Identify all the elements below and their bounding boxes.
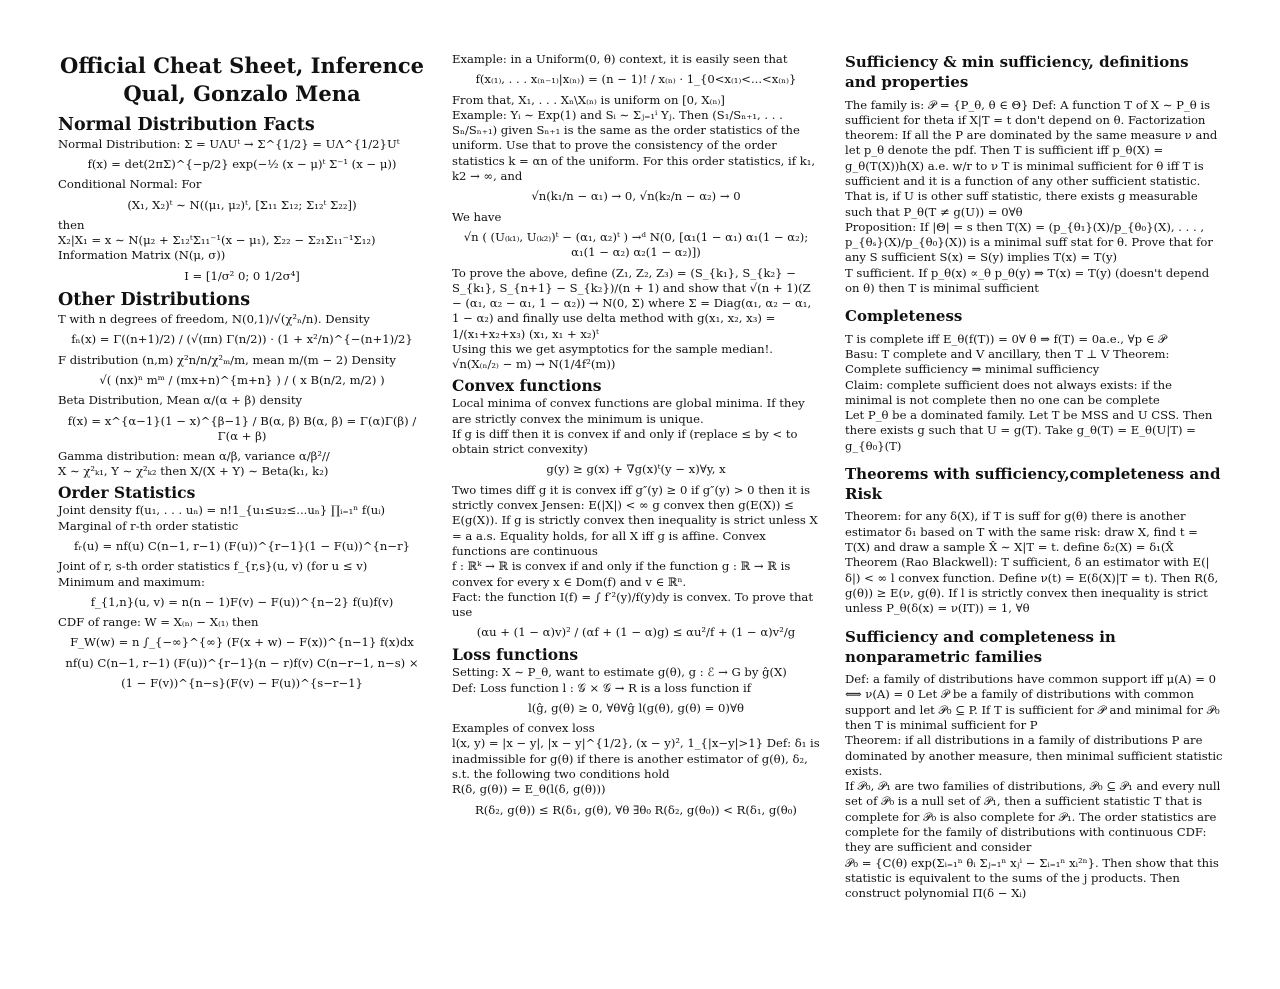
- other-line-4: Gamma distribution: mean α/β, variance α/β²//: [58, 449, 330, 464]
- convex-line-1: Local minima of convex functions are global minima. If they are strictly convex the minimum is unique.: [452, 396, 805, 426]
- heading-nonparametric: Sufficiency and completeness in nonparametric families: [845, 627, 1116, 666]
- heading-loss-functions: Loss functions: [452, 644, 579, 664]
- joint-order-equation-1: nf(u) C(n−1, r−1) (F(u))^{r−1}(n − r)f(v) C(n−r−1, n−s) ×: [65, 655, 419, 670]
- completeness-line-1: T is complete iff E_θ(f(T)) = 0∀ θ ⇒ f(T) = 0a.e., ∀p ∈ 𝒫: [845, 331, 1167, 346]
- marginal-order-equation: fᵣ(u) = nf(u) C(n−1, r−1) (F(u))^{r−1}(1 − F(u))^{n−r}: [74, 538, 410, 553]
- heading-other-distributions: Other Distributions: [58, 290, 251, 311]
- uniform-line-4: We have: [452, 209, 502, 224]
- other-line-2: F distribution (n,m) χ²n/n/χ²ₘ/m, mean m/(m − 2) Density: [58, 352, 396, 367]
- sufficiency-line-3: T sufficient. If p_θ(x) ∝_θ p_θ(y) ⇒ T(x) = T(y) (doesn't depend on θ) then T is minimal sufficient: [845, 265, 1210, 296]
- convexity-equation: g(y) ≥ g(x) + ∇g(x)ᵗ(y − x)∀y, x: [546, 462, 726, 477]
- normal-line-5: Information Matrix (N(μ, σ)): [58, 248, 226, 263]
- min-max-equation: f_{1,n}(u, v) = n(n − 1)F(v) − F(u))^{n−2} f(u)f(v): [90, 594, 394, 609]
- heading-sufficiency: Sufficiency & min sufficiency, definitions and properties: [845, 53, 1189, 92]
- fisher-convex-equation: (αu + (1 − α)v)² / (αf + (1 − α)g) ≤ αu²/f + (1 − α)v²/g: [476, 625, 796, 640]
- completeness-line-2: Basu: T complete and V ancillary, then T ⊥ V Theorem: Complete sufficiency ⇒ minimal sufficiency: [845, 346, 1170, 377]
- nonparametric-line-3: If 𝒫₀, 𝒫₁ are two families of distributions, 𝒫₀ ⊆ 𝒫₁ and every null set of 𝒫₀ is a null set of 𝒫₁, then a sufficient statistic T that is complete for 𝒫₀ is also complete for 𝒫₁. The order statistics are complete for the family of distributions with continuous CDF: they are sufficient and consider: [845, 779, 1221, 855]
- other-line-1: T with n degrees of freedom, N(0,1)/√(χ²ₙ/n). Density: [58, 312, 370, 327]
- column-3: [845, 52, 1223, 902]
- convex-line-4: f : ℝᵏ → ℝ is convex if and only if the function g : ℝ → ℝ is convex for every x ∈ Dom(f) and v ∈ ℝⁿ.: [452, 559, 791, 589]
- uniform-line-6: Using this we get asymptotics for the sample median!.: [452, 342, 773, 357]
- uniform-line-3: Example: Yᵢ ∼ Exp(1) and Sᵢ ∼ Σⱼ₌₁ⁱ Yⱼ. Then (S₁/Sₙ₊₁, . . . Sₙ/Sₙ₊₁) given Sₙ₊₁ is the same as the order statistics of the uniform. Use that to prove the consistency of the order statistics k = αn of the uniform. For this order statistics, if k₁, k2 → ∞, and: [452, 107, 816, 184]
- column-2: [452, 52, 820, 823]
- other-line-3: Beta Distribution, Mean α/(α + β) density: [58, 393, 303, 408]
- page-title: Official Cheat Sheet, Inference Qual, Gonzalo Mena: [60, 53, 424, 107]
- range-cdf-equation: F_W(w) = n ∫_{−∞}^{∞} (F(x + w) − F(x))^{n−1} f(x)dx: [70, 635, 414, 650]
- heading-convex-functions: Convex functions: [452, 375, 602, 395]
- f-density-equation: √( (nx)ⁿ mᵐ / (mx+n)^{m+n} ) / ( x B(n/2, m/2) ): [99, 372, 385, 387]
- order-line-1: Joint density f(u₁, . . . uₙ) = n!1_{u₁≤u₂≤...uₙ} ∏ᵢ₌₁ⁿ f(uᵢ): [58, 503, 386, 518]
- order-line-5: CDF of range: W = X₍ₙ₎ − X₍₁₎ then: [58, 615, 259, 630]
- loss-line-3: Examples of convex loss: [452, 721, 595, 736]
- convex-line-5: Fact: the function I(f) = ∫ f′²(y)/f(y)dy is convex. To prove that use: [452, 589, 813, 620]
- convex-line-2: If g is diff then it is convex if and only if (replace ≤ by < to obtain strict convexity): [452, 426, 798, 457]
- loss-line-2: Def: Loss function l : 𝒢 × 𝒢 → R is a loss function if: [452, 680, 752, 695]
- asymptotic-normal-equation: √n ( (U₍ₖ₁₎, U₍ₖ₂₎)ᵗ − (α₁, α₂)ᵗ ) →ᵈ N(0, [α₁(1 − α₁) α₁(1 − α₂); α₁(1 − α₂) α₂(1 − α₂)]): [463, 229, 809, 260]
- sufficiency-line-2: Proposition: If |Θ| = s then T(X) = (p_{θ₁}(X)/p_{θ₀}(X), . . . , p_{θₛ}(X)/p_{θ₀}(X)) is a minimal suff stat for θ. Prove that for any S sufficient S(x) = S(y) implies T(x) = T(y): [845, 219, 1213, 265]
- heading-completeness: Completeness: [845, 307, 963, 326]
- loss-line-1: Setting: X ∼ P_θ, want to estimate g(θ), g : ℰ → G by ĝ(X): [452, 665, 787, 680]
- completeness-line-3: Claim: complete sufficient does not always exists: if the minimal is not complete then no one can be complete: [845, 377, 1172, 407]
- order-rate-equation: √n(k₁/n − α₁) → 0, √n(k₂/n − α₂) → 0: [531, 189, 741, 204]
- information-matrix-equation: I = [1/σ² 0; 0 1/2σ⁴]: [184, 268, 300, 283]
- uniform-line-1: Example: in a Uniform(0, θ) context, it is easily seen that: [452, 52, 788, 66]
- nonparametric-line-1: Def: a family of distributions have common support iff μ(A) = 0 ⟺ ν(A) = 0 Let 𝒫 be a family of distributions with common support and let 𝒫₀ ⊆ P. If T is sufficient for 𝒫 and minimal for 𝒫₀ then T is minimal sufficient for P: [845, 672, 1220, 732]
- heading-risk-theorems: Theorems with sufficiency,completeness and Risk: [845, 464, 1221, 504]
- order-line-3: Joint of r, s-th order statistics f_{r,s}(u, v) (for u ≤ v): [58, 559, 368, 574]
- order-line-2: Marginal of r-th order statistic: [58, 518, 239, 533]
- sufficiency-line-1: The family is: 𝒫 = {P_θ, θ ∈ Θ} Def: A function T of X ∼ P_θ is sufficient for theta if X|T = t don't depend on θ. Factorization theorem: If all the P are dominated by the same measure ν and let p_θ denote the pdf. Then T is sufficient iff p_θ(X) = g_θ(T(X))h(X) a.e. w/r to ν T is minimal sufficient for θ iff T is sufficient and it is a function of any other sufficient statistic. That is, if U is other suff statistic, there exists g measurable such that P_θ(T ≠ g(U)) = 0∀θ: [845, 97, 1218, 219]
- joint-order-equation-2: (1 − F(v))^{n−s}(F(v) − F(u))^{s−r−1}: [121, 676, 363, 690]
- normal-density-equation: f(x) = det(2πΣ)^{−p/2} exp(−½ (x − μ)ᵗ Σ⁻¹ (x − μ)): [87, 156, 397, 171]
- nonparametric-line-2: Theorem: if all distributions in a family of distributions P are dominated by another measure, then minimal sufficient statistic exists.: [845, 733, 1223, 778]
- heading-normal-distribution: Normal Distribution Facts: [58, 114, 315, 135]
- nonparametric-line-4: 𝒫₀ = {C(θ) exp(Σᵢ₌₁ⁿ θᵢ Σⱼ₌₁ⁿ xⱼⁱ − Σᵢ₌₁ⁿ xᵢ²ⁿ}. Then show that this statistic is equivalent to the sums of the j products. Then construct polynomial Π(δ − Xᵢ): [845, 855, 1219, 901]
- uniform-conditional-equation: f(x₍₁₎, . . . x₍ₙ₋₁₎|x₍ₙ₎) = (n − 1)! / x₍ₙ₎ · 1_{0<x₍₁₎<...<x₍ₙ₎}: [475, 72, 797, 87]
- loss-line-5: R(δ, g(θ)) = E_θ(l(δ, g(θ))): [452, 782, 606, 797]
- normal-line-1: Normal Distribution: Σ = UΛUᵗ → Σ^{1/2} = UΛ^{1/2}Uᵗ: [58, 136, 400, 151]
- normal-line-2: Conditional Normal: For: [58, 177, 202, 192]
- risk-line-2: Theorem (Rao Blackwell): T sufficient, δ an estimator with E(|δ|) < ∞ l convex function. Define ν(t) = E(δ(X)|T = t). Then R(δ, g(θ)) ≥ E(ν, g(θ). If l is strictly convex then inequality is strict unless P_θ(δ(x) = ν(IT)) = 1, ∀θ: [845, 555, 1219, 616]
- order-line-4: Minimum and maximum:: [58, 574, 205, 589]
- t-density-equation: fₙ(x) = Γ((n+1)/2) / (√(πn) Γ(n/2)) · (1 + x²/n)^{−(n+1)/2}: [71, 332, 413, 347]
- convex-line-3: Two times diff g it is convex iff g″(y) ≥ 0 if g″(y) > 0 then it is strictly convex Jensen: E(|X|) < ∞ g convex then g(E(X)) ≤ E(g(X)). If g is strictly convex then inequality is strict unless X = a a.s. Equality holds, for all X iff g is affine. Convex functions are continuous: [452, 482, 818, 558]
- other-line-5: X ∼ χ²ₖ₁, Y ∼ χ²ₖ₂ then X/(X + Y) ∼ Beta(k₁, k₂): [58, 464, 329, 479]
- loss-definition-equation: l(ĝ, g(θ) ≥ 0, ∀θ∀ĝ l(g(θ), g(θ) = 0)∀θ: [528, 700, 744, 715]
- column-1: [58, 52, 426, 696]
- risk-line-1: Theorem: for any δ(X), if T is suff for g(θ) there is another estimator δ₁ based on T with the same risk: draw X, find t = T(X) and draw a sample X̂ ∼ X|T = t. define δ₂(X) = δ₁(X̂: [845, 509, 1198, 555]
- normal-line-3: then: [58, 217, 85, 232]
- beta-density-equation: f(x) = x^{α−1}(1 − x)^{β−1} / B(α, β) B(α, β) = Γ(α)Γ(β) / Γ(α + β): [67, 413, 417, 443]
- completeness-line-4: Let P_θ be a dominated family. Let T be MSS and U CSS. Then there exists g such that U = g(T). Take g_θ(T) = E_θ(U|T) = g_{θ₀}(T): [845, 408, 1213, 453]
- loss-line-4: l(x, y) = |x − y|, |x − y|^{1/2}, (x − y)², 1_{|x−y|>1} Def: δ₁ is inadmissible for g(θ) if there is another estimator of g(θ), δ₂, s.t. the following two conditions hold: [452, 736, 820, 782]
- uniform-line-5: To prove the above, define (Z₁, Z₂, Z₃) = (S_{k₁}, S_{k₂} − S_{k₁}, S_{n+1} − S_{k₂})/(n + 1) and show that √(n + 1)(Z − (α₁, α₂ − α₁, 1 − α₂)) → N(0, Σ) where Σ = Diag(α₁, α₂ − α₁, 1 − α₂) and finally use delta method with g(x₁, x₂, x₃) = 1/(x₁+x₂+x₃) (x₁, x₁ + x₂)ᵗ: [452, 265, 812, 341]
- heading-order-statistics: Order Statistics: [58, 482, 196, 502]
- uniform-line-2: From that, X₁, . . . Xₙ\X₍ₙ₎ is uniform on [0, X₍ₙ₎]: [452, 92, 725, 107]
- normal-line-4: X₂|X₁ = x ∼ N(μ₂ + Σ₁₂ᵗΣ₁₁⁻¹(x − μ₁), Σ₂₂ − Σ₂₁Σ₁₁⁻¹Σ₁₂): [58, 233, 376, 248]
- conditional-normal-equation: (X₁, X₂)ᵗ ∼ N((μ₁, μ₂)ᵗ, [Σ₁₁ Σ₁₂; Σ₁₂ᵗ Σ₂₂]): [127, 197, 357, 212]
- uniform-line-7: √n(X₍ₙ/₂₎ − m) → N(1/4f²(m)): [452, 357, 616, 372]
- inadmissible-equation: R(δ₂, g(θ)) ≤ R(δ₁, g(θ), ∀θ ∃θ₀ R(δ₂, g(θ₀)) < R(δ₁, g(θ₀): [475, 802, 797, 817]
